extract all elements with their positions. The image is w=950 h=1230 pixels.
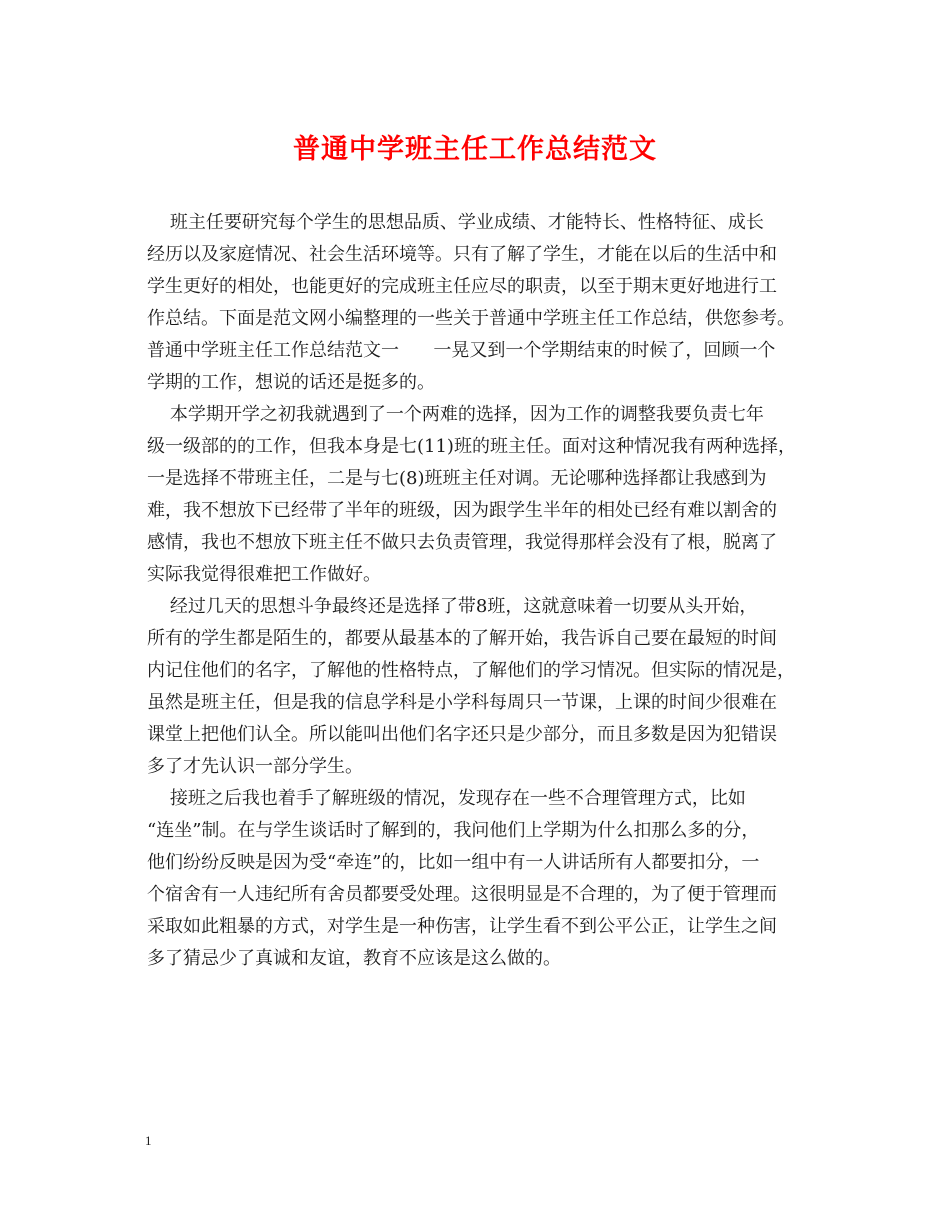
text-line: 一是选择不带班主任，二是与七(8)班班主任对调。无论哪种选择都让我感到为 (147, 468, 767, 489)
text-line: 普通中学班主任工作总结范文一 一晃又到一个学期结束的时候了，回顾一个 (147, 340, 776, 361)
text-line: 他们纷纷反映是因为受“牵连”的，比如一组中有一人讲话所有人都要扣分，一 (147, 852, 760, 873)
text-line: 接班之后我也着手了解班级的情况，发现存在一些不合理管理方式，比如 (147, 788, 746, 809)
page-number: 1 (145, 1133, 152, 1148)
text-line: 所有的学生都是陌生的，都要从最基本的了解开始，我告诉自己要在最短的时间 (147, 628, 777, 649)
text-line: 学期的工作，想说的话还是挺多的。 (147, 372, 435, 393)
text-line: 经历以及家庭情况、社会生活环境等。只有了解了学生，才能在以后的生活中和 (147, 244, 777, 265)
text-line: 多了猜忌少了真诚和友谊，教育不应该是这么做的。 (147, 948, 561, 969)
text-line: 难，我不想放下已经带了半年的班级，因为跟学生半年的相处已经有难以割舍的 (147, 500, 777, 521)
text-line: 采取如此粗暴的方式，对学生是一种伤害，让学生看不到公平公正，让学生之间 (147, 916, 777, 937)
paragraph-1 (147, 207, 807, 399)
text-line: “连坐”制。在与学生谈话时了解到的，我问他们上学期为什么扣那么多的分， (147, 820, 760, 841)
text-line: 经过几天的思想斗争最终还是选择了带8班，这就意味着一切要从头开始， (147, 596, 758, 617)
text-line: 学生更好的相处，也能更好的完成班主任应尽的职责，以至于期末更好地进行工 (147, 276, 777, 297)
text-line: 实际我觉得很难把工作做好。 (147, 564, 381, 585)
text-line: 多了才先认识一部分学生。 (147, 756, 363, 777)
text-line: 课堂上把他们认全。所以能叫出他们名字还只是少部分，而且多数是因为犯错误 (147, 724, 777, 745)
text-line: 虽然是班主任，但是我的信息学科是小学科每周只一节课，上课的时间少很难在 (147, 692, 777, 713)
paragraph-2 (147, 399, 807, 591)
text-line: 个宿舍有一人违纪所有舍员都要受处理。这很明显是不合理的，为了便于管理而 (147, 884, 777, 905)
text-line: 级一级部的的工作，但我本身是七(11)班的班主任。面对这种情况我有两种选择， (147, 436, 796, 457)
document-body (147, 207, 807, 975)
paragraph-3 (147, 591, 807, 783)
document-title: 普通中学班主任工作总结范文 (293, 134, 657, 165)
text-line: 感情，我也不想放下班主任不做只去负责管理，我觉得那样会没有了根，脱离了 (147, 532, 777, 553)
paragraph-4 (147, 783, 807, 975)
text-line: 作总结。下面是范文网小编整理的一些关于普通中学班主任工作总结，供您参考。 (147, 308, 795, 329)
text-line: 班主任要研究每个学生的思想品质、学业成绩、才能特长、性格特征、成长 (147, 212, 764, 233)
text-line: 本学期开学之初我就遇到了一个两难的选择，因为工作的调整我要负责七年 (147, 404, 764, 425)
text-line: 内记住他们的名字，了解他的性格特点，了解他们的学习情况。但实际的情况是， (147, 660, 795, 681)
